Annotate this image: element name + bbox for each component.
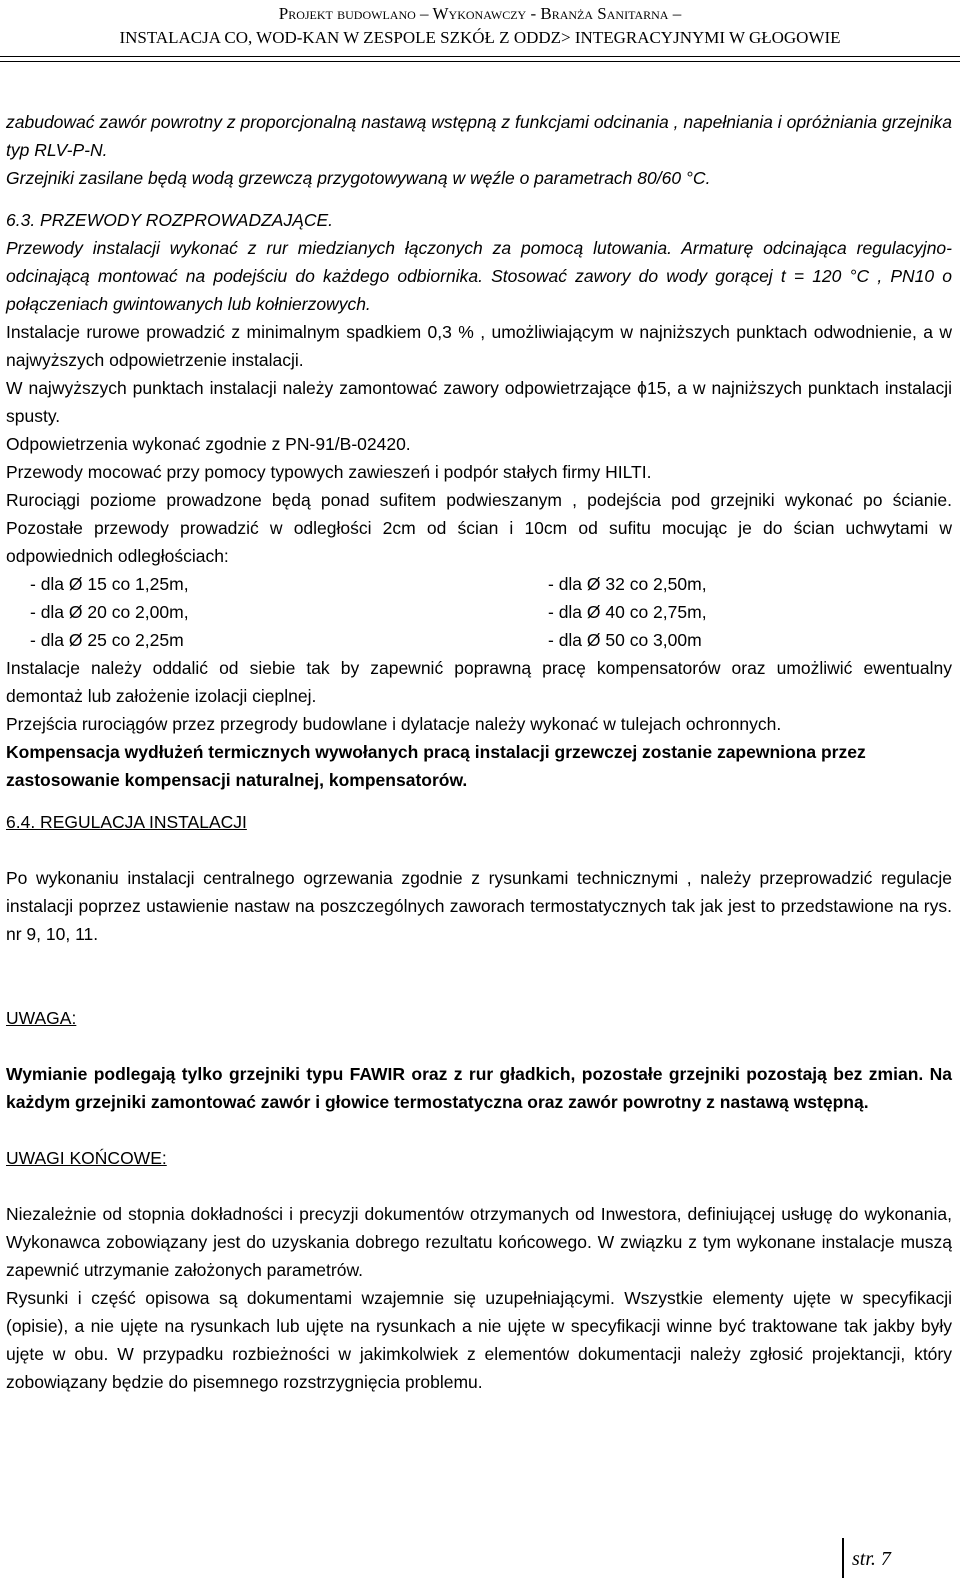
spacing-table (6, 570, 952, 654)
uwaga-text: Wymianie podlegają tylko grzejniki typu FAWIR oraz z rur gładkich, pozostałe grzejniki pozostają bez zmian. Na każdym grzejniki zamontować zawór i głowice termostatyczna oraz zawór powrotny z nastawą wstępną. (6, 1064, 952, 1112)
spacing-cell: - dla Ø 40 co 2,75m, (548, 602, 707, 622)
section-heading-6-4: 6.4. REGULACJA INSTALACJI (6, 812, 247, 832)
page-number: str. 7 (852, 1548, 891, 1570)
spacing-row (6, 626, 952, 654)
header-line-1: Projekt budowlano – Wykonawczy - Branża Sanitarna – (278, 4, 682, 23)
paragraph-compensation: Kompensacja wydłużeń termicznych wywołanych pracą instalacji grzewczej zostanie zapewniona przez zastosowanie kompensacji naturalnej, kompensatorów. (6, 742, 866, 790)
paragraph-final-1: Niezależnie od stopnia dokładności i precyzji dokumentów otrzymanych od Inwestora, definiującej usługę do wykonania, Wykonawca zobowiązany jest do uzyskania dobrego rezultatu końcowego. W związku z tym wykonane instalacje muszą zapewnić utrzymanie założonych parametrów. (6, 1204, 952, 1280)
footer-divider (842, 1538, 844, 1578)
paragraph-valve: zabudować zawór powrotny z proporcjonalną nastawą wstępną z funkcjami odcinania , napełniania i opróżniania grzejnika typ RLV-P-N. (6, 112, 952, 160)
paragraph-regulation: Po wykonaniu instalacji centralnego ogrzewania zgodnie z rysunkami technicznymi , należy przeprowadzić regulacje instalacji poprzez ustawienie nastaw na poszczególnych zaworach termostatycznych tak jak jest to przedstawione na rys. nr 9, 10, 11. (6, 868, 952, 944)
paragraph-vents: W najwyższych punktach instalacji należy zamontować zawory odpowietrzające ϕ15, a w najniższych punktach instalacji spusty. (6, 378, 952, 426)
paragraph-sleeves: Przejścia rurociągów przez przegrody budowlane i dylatacje należy wykonać w tulejach ochronnych. (6, 714, 782, 734)
spacing-cell: - dla Ø 32 co 2,50m, (548, 574, 707, 594)
document-body (6, 108, 952, 1396)
paragraph-standard: Odpowietrzenia wykonać zgodnie z PN-91/B-02420. (6, 434, 411, 454)
spacing-cell: - dla Ø 20 co 2,00m, (30, 602, 189, 622)
spacing-row (6, 570, 952, 598)
paragraph-pipes: Przewody instalacji wykonać z rur miedzianych łączonych za pomocą lutowania. Armaturę odcinająca regulacyjno-odcinającą montować na podejściu do każdego odbiornika. Stosować zawory do wody gorącej t = 120 °C , PN10 o połączeniach gwintowanych lub kołnierzowych. (6, 238, 952, 314)
paragraph-slope: Instalacje rurowe prowadzić z minimalnym spadkiem 0,3 % , umożliwiającym w najniższych punktach odwodnienie, a w najwyższych odpowietrzenie instalacji. (6, 322, 952, 370)
header-line-2: INSTALACJA CO, WOD-KAN W ZESPOLE SZKÓŁ Z ODDZ> INTEGRACYJNYMI W GŁOGOWIE (119, 28, 841, 47)
page-header (0, 2, 960, 50)
paragraph-final-2: Rysunki i część opisowa są dokumentami wzajemnie się uzupełniającymi. Wszystkie elementy ujęte w specyfikacji (opisie), a nie ujęte na rysunkach lub ujęte na rysunkach a nie ujęte w specyfikacji winne być traktowane tak jakby były ujęte w obu. W przypadku rozbieżności w jakimkolwiek z elementów dokumentacji należy zgłosić projektancji, który zobowiązany będzie do pisemnego rozstrzygnięcia problemu. (6, 1288, 952, 1392)
paragraph-radiator-supply: Grzejniki zasilane będą wodą grzewczą przygotowywaną w węźle o parametrach 80/60 °C. (6, 168, 711, 188)
paragraph-hilti: Przewody mocować przy pomocy typowych zawieszeń i podpór stałych firmy HILTI. (6, 462, 652, 482)
section-heading-6-3: 6.3. PRZEWODY ROZPROWADZAJĄCE. (6, 210, 334, 230)
header-rule-top (0, 56, 960, 57)
uwaga-heading: UWAGA: (6, 1008, 77, 1028)
spacing-row (6, 598, 952, 626)
paragraph-routing: Rurociągi poziome prowadzone będą ponad sufitem podwieszanym , podejścia pod grzejniki wykonać po ścianie. Pozostałe przewody prowadzić w odległości 2cm od ścian i 10cm od sufitu mocując je do ścian uchwytami w odpowiednich odległościach: (6, 490, 952, 566)
spacing-cell: - dla Ø 50 co 3,00m (548, 630, 702, 650)
spacing-cell: - dla Ø 15 co 1,25m, (30, 574, 189, 594)
spacing-cell: - dla Ø 25 co 2,25m (30, 630, 184, 650)
uwagi-koncowe-heading: UWAGI KOŃCOWE: (6, 1148, 167, 1168)
paragraph-separation: Instalacje należy oddalić od siebie tak by zapewnić poprawną pracę kompensatorów oraz umożliwić ewentualny demontaż lub założenie izolacji cieplnej. (6, 658, 952, 706)
header-rule-bottom (0, 61, 960, 62)
